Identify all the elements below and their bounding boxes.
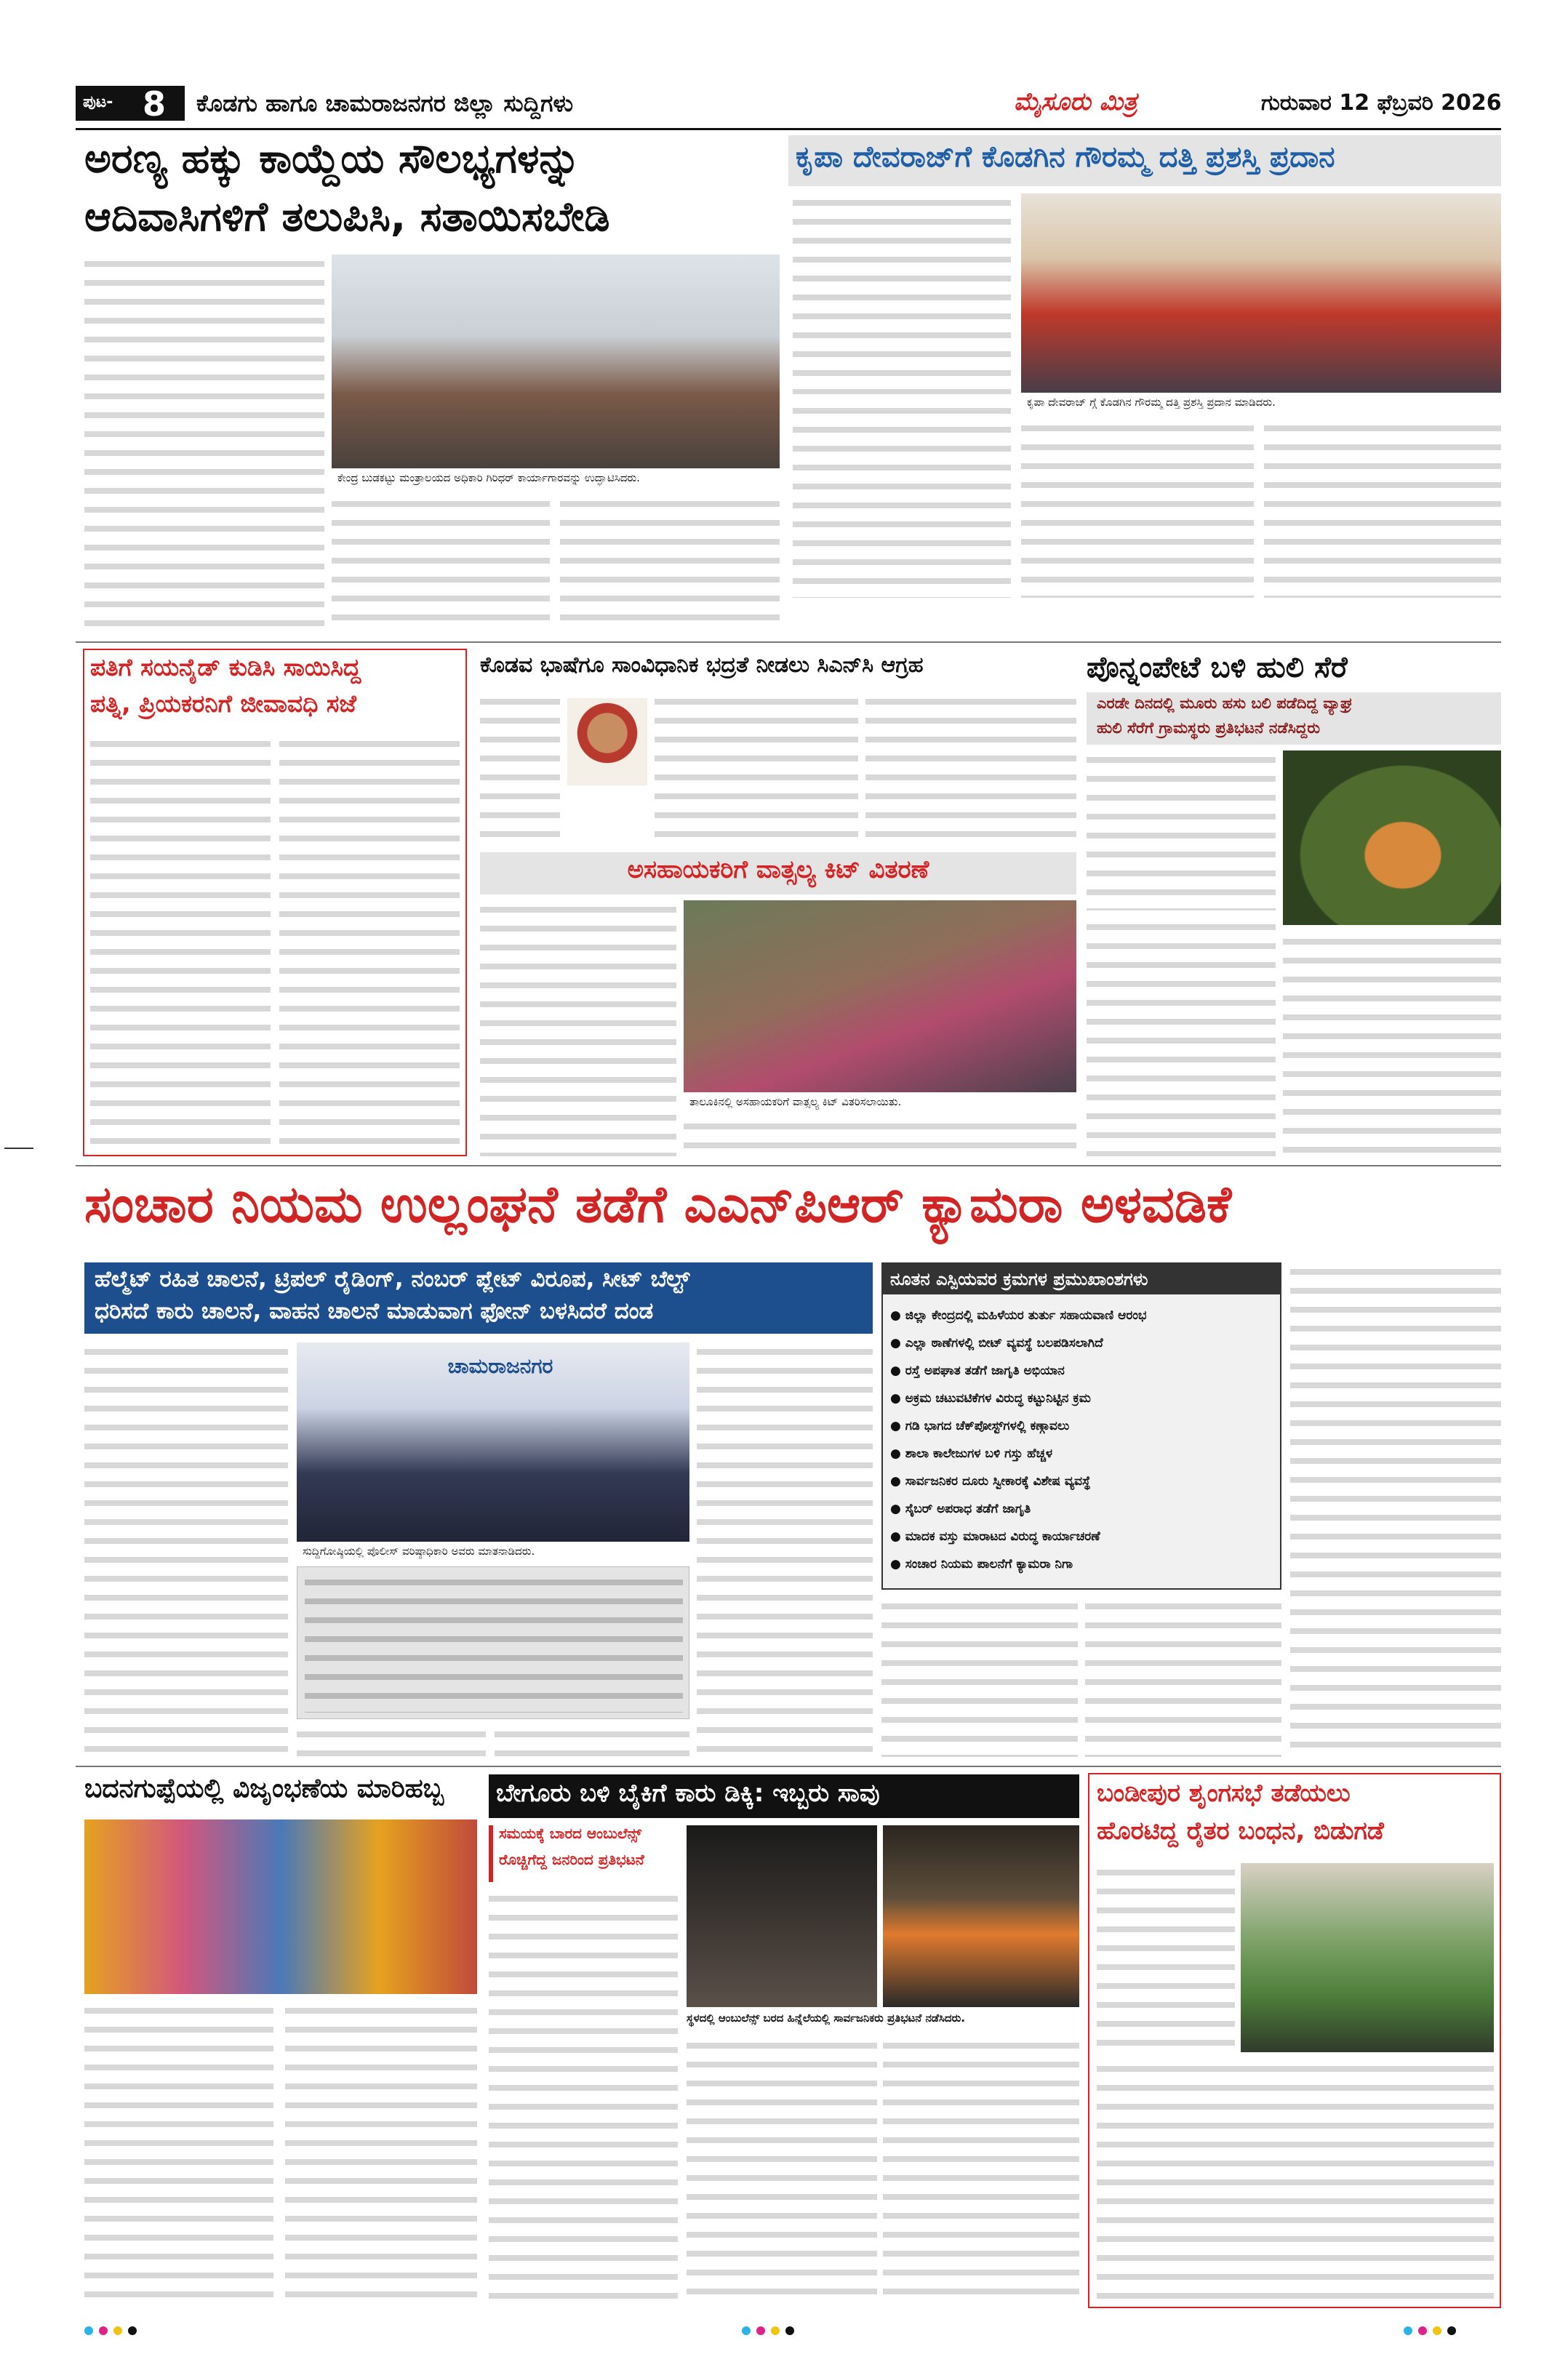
anpr-column-5 xyxy=(881,1597,1078,1757)
registration-dot xyxy=(84,2326,93,2335)
anpr-feature-item: ● ರಸ್ತೆ ಅಪಘಾತ ತಡೆಗೆ ಜಾಗೃತಿ ಅಭಿಯಾನ xyxy=(890,1364,1065,1378)
tiger-column-1 xyxy=(1087,750,1276,910)
divider-row-1 xyxy=(76,641,1501,643)
divider-row-2 xyxy=(76,1165,1501,1166)
anpr-feature-item: ● ಎಲ್ಲಾ ಠಾಣೆಗಳಲ್ಲಿ ಬೀಟ್ ವ್ಯವಸ್ಥೆ ಬಲಪಡಿಸಲಾಗಿದೆ xyxy=(890,1336,1103,1350)
anpr-sub-1: ಹೆಲ್ಮೆಟ್ ರಹಿತ ಚಾಲನೆ, ಟ್ರಿಪಲ್ ರೈಡಿಂಗ್, ನಂಬರ್ ಪ್ಲೇಟ್ ವಿರೂಪ, ಸೀಟ್ ಬೆಲ್ಟ್ xyxy=(95,1267,690,1292)
forest-column-2 xyxy=(332,495,550,633)
registration-dot xyxy=(756,2326,765,2335)
award-column-4 xyxy=(1264,419,1501,598)
award-photo xyxy=(1021,193,1501,412)
farmers-headline-2: ಹೊರಟಿದ್ದ ರೈತರ ಬಂಧನ, ಬಿಡುಗಡೆ xyxy=(1097,1818,1384,1846)
tiger-column-3 xyxy=(1283,932,1501,1156)
tiger-headline: ಪೊನ್ನಂಪೇಟೆ ಬಳಿ ಹುಲಿ ಸೆರೆ xyxy=(1087,652,1348,684)
masthead xyxy=(76,81,1501,125)
registration-dot xyxy=(1418,2326,1427,2335)
award-caption: ಕೃಪಾ ದೇವರಾಜ್ ಗ್ಗೆ ಕೊಡಗಿನ ಗೌರಮ್ಮ ದತ್ತಿ ಪ್ರಶಸ್ತಿ ಪ್ರದಾನ ಮಾಡಿದರು. xyxy=(1021,393,1501,412)
registration-dot xyxy=(785,2326,794,2335)
cyanide-column-2 xyxy=(279,734,460,1149)
kit-column-1 xyxy=(480,900,676,1156)
accident-sub-2: ರೊಚ್ಚಿಗೆದ್ದ ಜನರಿಂದ ಪ್ರತಿಭಟನೆ xyxy=(499,1851,644,1868)
accident-headline-band xyxy=(489,1774,1079,1818)
cyanide-column-1 xyxy=(90,734,271,1149)
registration-dot xyxy=(128,2326,137,2335)
kit-column-2 xyxy=(684,1117,1076,1156)
masthead-rule xyxy=(76,128,1501,130)
page-word: ಪುಟ- xyxy=(83,93,113,111)
accident-sub-1: ಸಮಯಕ್ಕೆ ಬಾರದ ಆಂಬುಲೆನ್ಸ್ xyxy=(499,1825,642,1842)
marihabba-column-1 xyxy=(84,2001,273,2307)
registration-dot xyxy=(1447,2326,1456,2335)
bhovi-column-1 xyxy=(480,692,560,845)
registration-dot xyxy=(113,2326,122,2335)
farmers-box xyxy=(1088,1773,1501,2308)
kit-photo xyxy=(684,900,1076,1111)
accident-column-1 xyxy=(489,1889,678,2307)
anpr-quote-lines xyxy=(305,1573,683,1713)
accident-photo-1 xyxy=(687,1825,877,2007)
bhovi-column-2 xyxy=(655,692,858,845)
divider-row-3 xyxy=(76,1766,1501,1767)
marihabba-headline: ಬದನಗುಪ್ಪೆಯಲ್ಲಿ ವಿಜೃಂಭಣೆಯ ಮಾರಿಹಬ್ಬ xyxy=(84,1774,444,1803)
award-headline: ಕೃಪಾ ದೇವರಾಜ್‌ಗೆ ಕೊಡಗಿನ ಗೌರಮ್ಮ ದತ್ತಿ ಪ್ರಶಸ್ತಿ ಪ್ರದಾನ xyxy=(796,141,1335,174)
kit-headline-band xyxy=(480,852,1076,894)
award-column-2 xyxy=(793,401,1011,598)
kit-caption: ತಾಲೂಕಿನಲ್ಲಿ ಅಸಹಾಯಕರಿಗೆ ವಾತ್ಸಲ್ಯ ಕಿಟ್ ವಿತರಿಸಲಾಯಿತು. xyxy=(684,1092,1076,1111)
anpr-feature-item: ● ಸಂಚಾರ ನಿಯಮ ಪಾಲನೆಗೆ ಕ್ಯಾಮರಾ ನಿಗಾ xyxy=(890,1557,1073,1572)
tiger-column-2 xyxy=(1087,918,1276,1156)
cyanide-headline-2: ಪತ್ನಿ, ಪ್ರಿಯಕರನಿಗೆ ಜೀವಾವಧಿ ಸಜೆ xyxy=(90,691,356,718)
anpr-feature-item: ● ಗಡಿ ಭಾಗದ ಚೆಕ್‌ಪೋಸ್ಟ್‌ಗಳಲ್ಲಿ ಕಣ್ಗಾವಲು xyxy=(890,1419,1070,1433)
farmers-column-1 xyxy=(1097,1863,1235,2052)
award-column-1 xyxy=(793,193,1011,394)
registration-dot xyxy=(742,2326,751,2335)
farmers-column-2 xyxy=(1097,2059,1494,2301)
tiger-bullet-2: ಹುಲಿ ಸೆರೆಗೆ ಗ್ರಾಮಸ್ಥರು ಪ್ರತಿಭಟನೆ ನಡೆಸಿದ್ದರು xyxy=(1097,720,1321,737)
margin-crop-mark xyxy=(4,1148,33,1149)
registration-dot xyxy=(99,2326,108,2335)
anpr-feature-item: ● ಸಾರ್ವಜನಿಕರ ದೂರು ಸ್ವೀಕಾರಕ್ಕೆ ವಿಶೇಷ ವ್ಯವಸ್ಥೆ xyxy=(890,1474,1091,1489)
anpr-headline: ಸಂಚಾರ ನಿಯಮ ಉಲ್ಲಂಘನೆ ತಡೆಗೆ ಎಎನ್‌ಪಿಆರ್ ಕ್ಯಾಮರಾ ಅಳವಡಿಕೆ xyxy=(84,1177,1232,1234)
section-title: ಕೊಡಗು ಹಾಗೂ ಚಾಮರಾಜನಗರ ಜಿಲ್ಲಾ ಸುದ್ದಿಗಳು xyxy=(196,89,574,117)
anpr-quote-box xyxy=(297,1566,689,1719)
cyanide-box xyxy=(83,649,467,1156)
forest-caption: ಕೇಂದ್ರ ಬುಡಕಟ್ಟು ಮಂತ್ರಾಲಯದ ಅಧಿಕಾರಿ ಗಿರಿಧರ್ ಕಾರ್ಯಾಗಾರವನ್ನು ಉದ್ಘಾಟಿಸಿದರು. xyxy=(332,468,780,487)
accident-sub-box xyxy=(489,1825,678,1882)
anpr-sub-2: ಧರಿಸದೆ ಕಾರು ಚಾಲನೆ, ವಾಹನ ಚಾಲನೆ ಮಾಡುವಾಗ ಫೋನ್ ಬಳಸಿದರೆ ದಂಡ xyxy=(95,1299,654,1324)
anpr-sub-band xyxy=(84,1262,873,1334)
anpr-features-title: ನೂತನ ಎಸ್ಪಿಯವರ ಕ್ರಮಗಳ ಪ್ರಮುಖಾಂಶಗಳು xyxy=(883,1264,1280,1294)
forest-photo xyxy=(332,255,780,487)
cyanide-headline-1: ಪತಿಗೆ ಸಯನೈಡ್ ಕುಡಿಸಿ ಸಾಯಿಸಿದ್ದ xyxy=(90,654,361,681)
anpr-feature-list xyxy=(890,1302,1273,1585)
anpr-column-4 xyxy=(697,1342,873,1757)
anpr-features-box xyxy=(881,1262,1281,1590)
accident-photo-2 xyxy=(883,1825,1079,2007)
tiger-photo xyxy=(1283,750,1501,925)
forest-column-1 xyxy=(84,255,324,633)
paper-name: ಮೈಸೂರು ಮಿತ್ರ xyxy=(1014,87,1137,116)
anpr-feature-item: ● ಅಕ್ರಮ ಚಟುವಟಿಕೆಗಳ ವಿರುದ್ಧ ಕಟ್ಟುನಿಟ್ಟಿನ ಕ್ರಮ xyxy=(890,1391,1091,1406)
bhovi-headline: ಕೊಡವ ಭಾಷೆಗೂ ಸಾಂವಿಧಾನಿಕ ಭದ್ರತೆ ನೀಡಲು ಸಿಎನ್‌ಸಿ ಆಗ್ರಹ xyxy=(480,653,924,678)
award-headline-band xyxy=(788,135,1501,186)
registration-dot xyxy=(1404,2326,1412,2335)
farmers-headline-1: ಬಂಡೀಪುರ ಶೃಂಗಸಭೆ ತಡೆಯಲು xyxy=(1097,1780,1351,1808)
farmers-photo xyxy=(1241,1863,1494,2052)
registration-marks-left xyxy=(84,2324,172,2339)
anpr-column-3 xyxy=(495,1725,689,1757)
anpr-column-6 xyxy=(1085,1597,1281,1757)
bhovi-column-3 xyxy=(865,692,1076,845)
marihabba-column-2 xyxy=(285,2001,477,2307)
accident-column-3 xyxy=(883,2036,1079,2307)
anpr-feature-item: ● ಶಾಲಾ ಕಾಲೇಜುಗಳ ಬಳಿ ಗಸ್ತು ಹೆಚ್ಚಳ xyxy=(890,1446,1053,1461)
kit-headline: ಅಸಹಾಯಕರಿಗೆ ವಾತ್ಸಲ್ಯ ಕಿಟ್ ವಿತರಣೆ xyxy=(627,857,929,884)
anpr-photo-banner: ಚಾಮರಾಜನಗರ xyxy=(447,1354,553,1378)
accident-caption: ಸ್ಥಳದಲ್ಲಿ ಆಂಬುಲೆನ್ಸ್ ಬರದ ಹಿನ್ನೆಲೆಯಲ್ಲಿ ಸಾರ್ವಜನಿಕರು ಪ್ರತಿಭಟನೆ ನಡೆಸಿದರು. xyxy=(687,2011,966,2025)
marihabba-photo xyxy=(84,1819,477,1994)
award-column-3 xyxy=(1021,419,1254,598)
accident-headline: ಬೇಗೂರು ಬಳಿ ಬೈಕಿಗೆ ಕಾರು ಡಿಕ್ಕಿ: ಇಬ್ಬರು ಸಾವು xyxy=(496,1780,880,1808)
tiger-bullets xyxy=(1087,692,1501,745)
anpr-column-7 xyxy=(1290,1262,1501,1757)
forest-headline-2: ಆದಿವಾಸಿಗಳಿಗೆ ತಲುಪಿಸಿ, ಸತಾಯಿಸಬೇಡಿ xyxy=(84,195,610,241)
page-number: 8 xyxy=(143,84,167,124)
forest-headline-1: ಅರಣ್ಯ ಹಕ್ಕು ಕಾಯ್ದೆಯ ಸೌಲಭ್ಯಗಳನ್ನು xyxy=(84,137,580,183)
bhovi-portrait xyxy=(567,698,647,785)
registration-dot xyxy=(1433,2326,1441,2335)
anpr-feature-item: ● ಜಿಲ್ಲಾ ಕೇಂದ್ರದಲ್ಲಿ ಮಹಿಳೆಯರ ತುರ್ತು ಸಹಾಯವಾಣಿ ಆರಂಭ xyxy=(890,1308,1147,1323)
anpr-photo xyxy=(297,1342,689,1561)
anpr-caption: ಸುದ್ದಿಗೋಷ್ಠಿಯಲ್ಲಿ ಪೊಲೀಸ್ ವರಿಷ್ಠಾಧಿಕಾರಿ ಅವರು ಮಾತನಾಡಿದರು. xyxy=(297,1542,689,1561)
accident-column-2 xyxy=(687,2036,877,2307)
registration-dot xyxy=(771,2326,780,2335)
registration-marks-center xyxy=(742,2324,829,2339)
tiger-bullet-1: ಎರಡೇ ದಿನದಲ್ಲಿ ಮೂರು ಹಸು ಬಲಿ ಪಡೆದಿದ್ದ ವ್ಯಾಘ್ರ xyxy=(1097,695,1353,712)
page-number-badge xyxy=(76,84,185,124)
forest-column-3 xyxy=(560,495,780,633)
anpr-column-1 xyxy=(84,1342,288,1757)
anpr-column-2 xyxy=(297,1725,486,1757)
anpr-feature-item: ● ಸೈಬರ್ ಅಪರಾಧ ತಡೆಗೆ ಜಾಗೃತಿ xyxy=(890,1502,1031,1516)
anpr-feature-item: ● ಮಾದಕ ವಸ್ತು ಮಾರಾಟದ ವಿರುದ್ಧ ಕಾರ್ಯಾಚರಣೆ xyxy=(890,1529,1100,1544)
registration-marks-right xyxy=(1404,2324,1491,2339)
date: ಗುರುವಾರ 12 ಫೆಬ್ರವರಿ 2026 xyxy=(1261,90,1502,116)
